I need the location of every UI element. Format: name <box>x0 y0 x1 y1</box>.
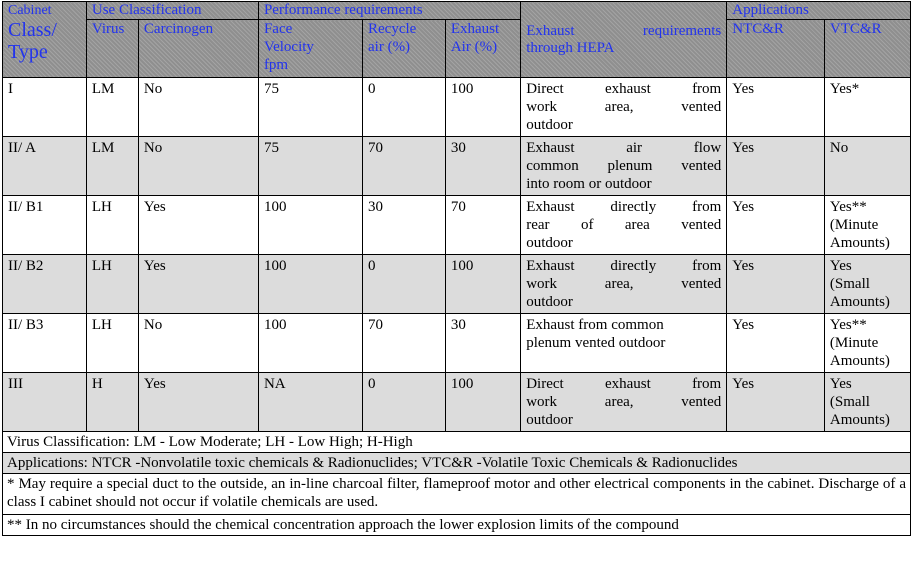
table-row <box>3 314 911 373</box>
cell-carcinogen: No <box>138 78 258 137</box>
biosafety-cabinet-table <box>2 1 911 536</box>
cell-virus: LH <box>86 314 138 373</box>
applications-header: Applications <box>727 2 911 20</box>
note-row <box>3 453 911 474</box>
cell-ntcr: Yes <box>727 373 825 432</box>
cell-virus: LM <box>86 78 138 137</box>
virus-classification-note: Virus Classification: LM - Low Moderate; LH - Low High; H-High <box>3 432 911 453</box>
single-star-note: * May require a special duct to the outside, an in-line charcoal filter, flameproof motor and other electrical components in the cabinet. Discharge of a class I cabinet should not occur if volatile chemicals are used. <box>3 474 911 515</box>
use-classification-header: Use Classification <box>86 2 258 20</box>
cell-exhaust: 100 <box>445 255 520 314</box>
cell-ntcr: Yes <box>727 137 825 196</box>
note-row <box>3 515 911 536</box>
cell-recycle: 0 <box>363 373 446 432</box>
cell-virus: LH <box>86 196 138 255</box>
cell-carcinogen: Yes <box>138 255 258 314</box>
cell-exhaust: 100 <box>445 373 520 432</box>
double-star-note: ** In no circumstances should the chemical concentration approach the lower explosion limits of the compound <box>3 515 911 536</box>
cell-vtcr: No <box>824 137 910 196</box>
cell-exhaust-req: Exhaust directly from rear of area vented outdoor <box>521 196 727 255</box>
ntcr-header: NTC&R <box>727 20 825 78</box>
cell-class: I <box>3 78 87 137</box>
applications-note: Applications: NTCR -Nonvolatile toxic chemicals & Radionuclides; VTC&R -Volatile Toxic Chemicals & Radionuclides <box>3 453 911 474</box>
table-row <box>3 137 911 196</box>
cell-face-velocity: 100 <box>258 255 362 314</box>
cell-exhaust: 30 <box>445 137 520 196</box>
cell-exhaust: 70 <box>445 196 520 255</box>
cell-exhaust: 100 <box>445 78 520 137</box>
cell-exhaust-req: Exhaust from common plenum vented outdoor <box>521 314 727 373</box>
cell-recycle: 70 <box>363 314 446 373</box>
cell-recycle: 70 <box>363 137 446 196</box>
cell-vtcr: Yes** (Minute Amounts) <box>824 196 910 255</box>
table-row <box>3 196 911 255</box>
cell-carcinogen: Yes <box>138 196 258 255</box>
cell-vtcr: Yes (Small Amounts) <box>824 373 910 432</box>
cell-recycle: 30 <box>363 196 446 255</box>
cell-class: II/ A <box>3 137 87 196</box>
cell-class: II/ B2 <box>3 255 87 314</box>
exhaust-hepa-header: Exhaust requirements through HEPA <box>521 2 727 78</box>
carcinogen-header: Carcinogen <box>138 20 258 78</box>
cell-face-velocity: 75 <box>258 78 362 137</box>
recycle-air-header: Recycle air (%) <box>363 20 446 78</box>
cell-exhaust-req: Direct exhaust from work area, vented outdoor <box>521 373 727 432</box>
cell-exhaust-req: Exhaust directly from work area, vented outdoor <box>521 255 727 314</box>
table-row <box>3 78 911 137</box>
cell-class: II/ B3 <box>3 314 87 373</box>
cell-face-velocity: NA <box>258 373 362 432</box>
cell-exhaust-req: Exhaust air flow common plenum vented into room or outdoor <box>521 137 727 196</box>
cell-vtcr: Yes (Small Amounts) <box>824 255 910 314</box>
cell-face-velocity: 75 <box>258 137 362 196</box>
cell-recycle: 0 <box>363 78 446 137</box>
cell-ntcr: Yes <box>727 78 825 137</box>
cell-carcinogen: No <box>138 137 258 196</box>
note-row <box>3 474 911 515</box>
cell-vtcr: Yes** (Minute Amounts) <box>824 314 910 373</box>
cabinet-class-header: Cabinet Class/ Type <box>3 2 87 78</box>
table-row <box>3 255 911 314</box>
cell-face-velocity: 100 <box>258 196 362 255</box>
cell-carcinogen: Yes <box>138 373 258 432</box>
exhaust-air-header: Exhaust Air (%) <box>445 20 520 78</box>
cell-virus: H <box>86 373 138 432</box>
cell-face-velocity: 100 <box>258 314 362 373</box>
cell-virus: LH <box>86 255 138 314</box>
cell-class: II/ B1 <box>3 196 87 255</box>
cell-exhaust: 30 <box>445 314 520 373</box>
table-row <box>3 373 911 432</box>
cell-ntcr: Yes <box>727 314 825 373</box>
cell-vtcr: Yes* <box>824 78 910 137</box>
cell-class: III <box>3 373 87 432</box>
note-row <box>3 432 911 453</box>
cell-carcinogen: No <box>138 314 258 373</box>
face-velocity-header: Face Velocity fpm <box>258 20 362 78</box>
vtcr-header: VTC&R <box>824 20 910 78</box>
cell-ntcr: Yes <box>727 196 825 255</box>
cell-virus: LM <box>86 137 138 196</box>
virus-header: Virus <box>86 20 138 78</box>
performance-header: Performance requirements <box>258 2 520 20</box>
cell-exhaust-req: Direct exhaust from work area, vented outdoor <box>521 78 727 137</box>
cell-recycle: 0 <box>363 255 446 314</box>
cell-ntcr: Yes <box>727 255 825 314</box>
